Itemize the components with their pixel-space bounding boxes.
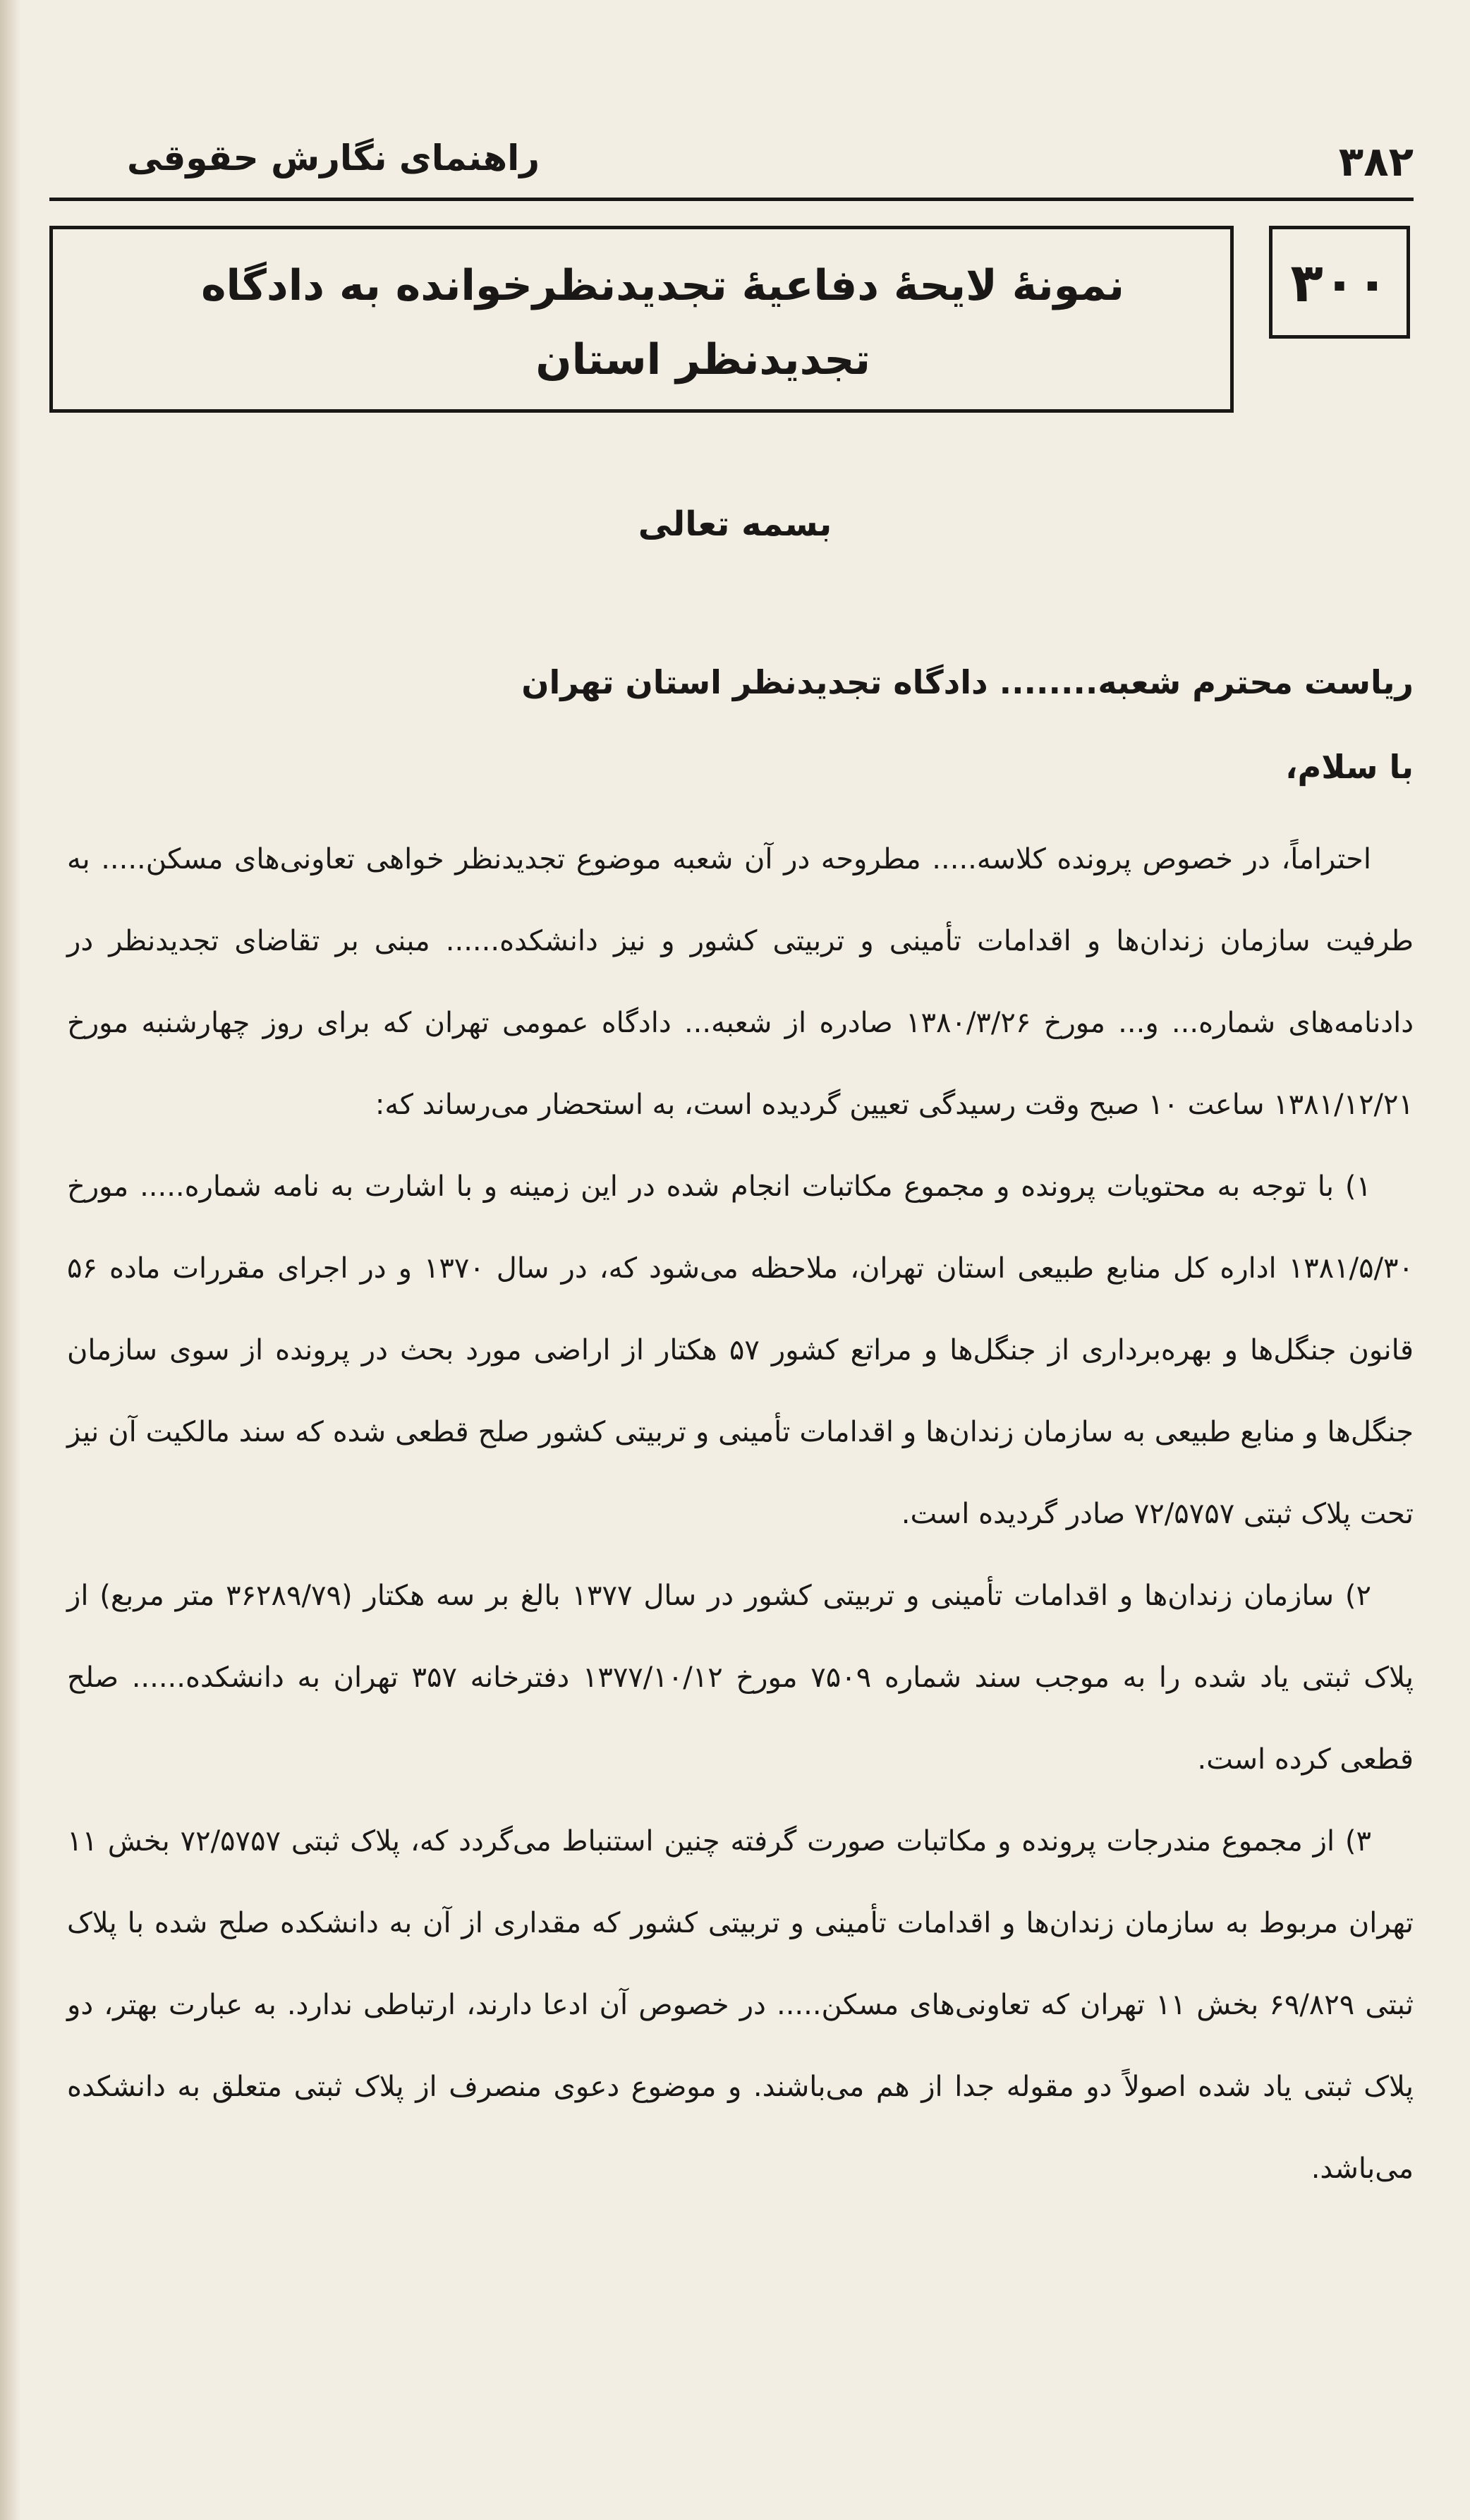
header-rule bbox=[49, 198, 1414, 201]
page-number: ۳۸۲ bbox=[1338, 138, 1414, 186]
item-3-paragraph: ۳) از مجموع مندرجات پرونده و مکاتبات صورت گرفته چنین استنباط می‌گردد که، پلاک ثبتی ۷۲/۵۷۵۷ بخش ۱۱ تهران مربوط به سازمان زندان‌ها و اقدامات تأمینی و تربیتی کشور که مقداری از آن به دانشکده صلح شده با پلاک ثبتی ۶۹/۸۲۹ بخش ۱۱ تهران که تعاونی‌های مسکن..... در خصوص آن ادعا دارند، ارتباطی ندارد. به عبارت بهتر، دو پلاک ثبتی یاد شده اصولاً دو مقوله جدا از هم می‌باشند. و موضوع دعوی منصرف از پلاک ثبتی متعلق به دانشکده می‌باشد. bbox=[67, 1825, 1414, 2185]
letter-body bbox=[67, 818, 1414, 2210]
item-1-paragraph: ۱) با توجه به محتویات پرونده و مجموع مکاتبات انجام شده در این زمینه و با اشارت به نامه شماره..... مورخ ۱۳۸۱/۵/۳۰ اداره کل منابع طبیعی استان تهران، ملاحظه می‌شود که، در سال ۱۳۷۰ و در اجرای مقررات ماده ۵۶ قانون جنگل‌ها و بهره‌برداری از جنگل‌ها و مراتع کشور ۵۷ هکتار از اراضی مورد بحث در پرونده از سوی سازمان جنگل‌ها و منابع طبیعی به سازمان زندان‌ها و اقدامات تأمینی و تربیتی کشور صلح قطعی شده که سند مالکیت آن نیز تحت پلاک ثبتی ۷۲/۵۷۵۷ صادر گردیده است. bbox=[67, 1170, 1414, 1530]
section-number: ۳۰۰ bbox=[1290, 250, 1389, 314]
section-title-line-1: نمونۀ لایحۀ دفاعیۀ تجدیدنظرخوانده به دادگاه bbox=[201, 261, 1124, 310]
intro-paragraph: احتراماً، در خصوص پرونده کلاسه..... مطروحه در آن شعبه موضوع تجدیدنظر خواهی تعاونی‌های مسکن..... به طرفیت سازمان زندان‌ها و اقدامات تأمینی و تربیتی کشور و نیز دانشکده...... مبنی بر تقاضای تجدیدنظر در دادنامه‌های شماره... و... مورخ ۱۳۸۰/۳/۲۶ صادره از شعبه... دادگاه عمومی تهران که برای روز چهارشنبه مورخ ۱۳۸۱/۱۲/۲۱ ساعت ۱۰ صبح وقت رسیدگی تعیین گردیده است، به استحضار می‌رساند که: bbox=[67, 843, 1414, 1121]
item-2-paragraph: ۲) سازمان زندان‌ها و اقدامات تأمینی و تربیتی کشور در سال ۱۳۷۷ بالغ بر سه هکتار (۳۶۲۸۹/۷۹ متر مربع) از پلاک ثبتی یاد شده را به موجب سند شماره ۷۵۰۹ مورخ ۱۳۷۷/۱۰/۱۲ دفترخانه ۳۵۷ تهران به دانشکده...... صلح قطعی کرده است. bbox=[67, 1580, 1414, 1776]
page-edge-shadow bbox=[0, 0, 21, 2520]
section-title-line-2: تجدیدنظر استان bbox=[535, 335, 870, 384]
section-title-box bbox=[49, 226, 1234, 413]
letter-addressee: ریاست محترم شعبه........ دادگاه تجدیدنظر استان تهران bbox=[521, 663, 1414, 701]
page-header bbox=[127, 138, 1414, 187]
bismillah-heading: بسمه تعالی bbox=[638, 504, 832, 544]
book-title: راهنمای نگارش حقوقی bbox=[127, 138, 540, 178]
section-number-box bbox=[1269, 226, 1410, 339]
letter-greeting: با سلام، bbox=[1285, 748, 1414, 786]
